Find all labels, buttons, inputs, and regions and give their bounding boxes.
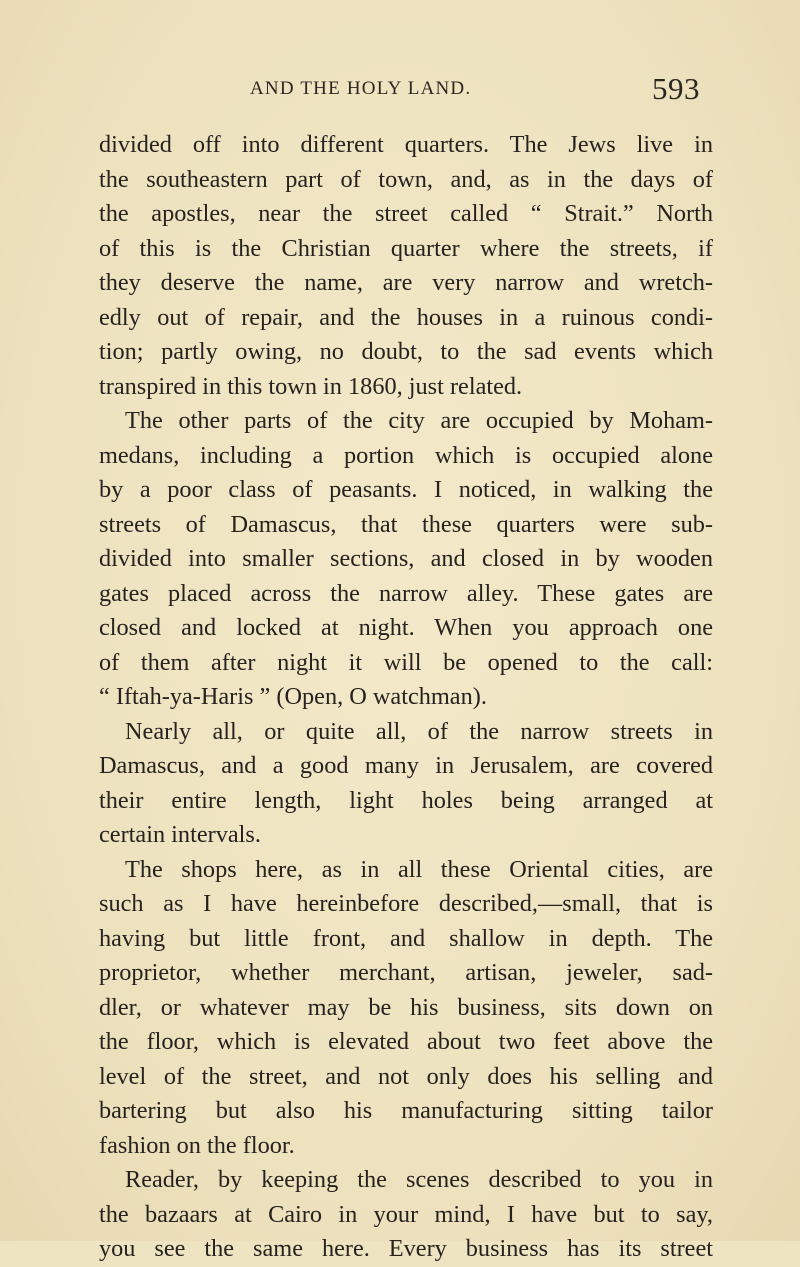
text-line: Damascus, and a good many in Jerusalem, are covered <box>99 752 713 779</box>
text-line: streets of Damascus, that these quarters were sub- <box>99 510 713 538</box>
text-line: bartering but also his manufacturing sitting tailor <box>99 1097 713 1124</box>
text-line: The other parts of the city are occupied by Moham- <box>125 407 713 434</box>
text-line: certain intervals. <box>99 821 261 848</box>
text-line: their entire length, light holes being arranged at <box>99 786 713 814</box>
text-line: divided off into different quarters. The Jews live in <box>99 131 713 158</box>
text-line: the apostles, near the street called “ Strait.” North <box>99 200 713 227</box>
text-line: edly out of repair, and the houses in a ruinous condi- <box>99 303 713 331</box>
text-line: you see the same here. Every business has its street <box>99 1235 713 1262</box>
text-line: divided into smaller sections, and closed in by wooden <box>99 545 713 572</box>
body-text <box>99 128 713 1267</box>
text-line: The shops here, as in all these Oriental cities, are <box>125 855 713 883</box>
text-line: dler, or whatever may be his business, sits down on <box>99 993 713 1021</box>
page-number: 593 <box>652 71 700 106</box>
text-line: transpired in this town in 1860, just related. <box>99 372 523 400</box>
text-line: the bazaars at Cairo in your mind, I have but to say, <box>99 1200 713 1228</box>
text-line: gates placed across the narrow alley. These gates are <box>99 579 713 607</box>
text-line: medans, including a portion which is occupied alone <box>99 441 713 469</box>
text-line: of this is the Christian quarter where the streets, if <box>99 234 713 262</box>
text-line: the floor, which is elevated about two feet above the <box>99 1028 713 1055</box>
text-line: fashion on the floor. <box>99 1131 295 1159</box>
text-line: of them after night it will be opened to the call: <box>99 648 713 676</box>
text-line: they deserve the name, are very narrow and wretch- <box>99 269 713 296</box>
text-line: proprietor, whether merchant, artisan, jeweler, sad- <box>99 959 713 986</box>
text-line: tion; partly owing, no doubt, to the sad events which <box>99 338 713 365</box>
text-line: Nearly all, or quite all, of the narrow streets in <box>125 717 713 745</box>
text-line: the southeastern part of town, and, as in the days of <box>99 165 713 193</box>
text-line: by a poor class of peasants. I noticed, in walking the <box>99 476 713 503</box>
running-head <box>0 71 800 114</box>
text-line: closed and locked at night. When you approach one <box>99 614 713 641</box>
running-title: AND THE HOLY LAND. <box>250 78 472 99</box>
text-line: such as I have hereinbefore described,—small, that is <box>99 890 713 917</box>
text-line: level of the street, and not only does his selling and <box>99 1062 713 1090</box>
text-line: Reader, by keeping the scenes described to you in <box>125 1166 713 1193</box>
text-line: “ Iftah-ya-Haris ” (Open, O watchman). <box>99 683 487 710</box>
text-line: having but little front, and shallow in depth. The <box>99 924 713 952</box>
